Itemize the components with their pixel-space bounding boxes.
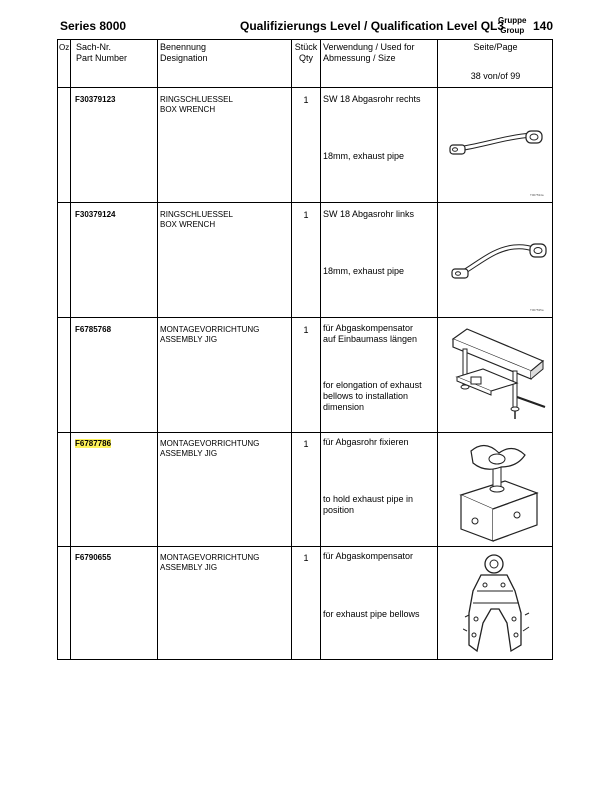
usage-en: to hold exhaust pipe in position	[323, 494, 414, 515]
designation-de: MONTAGEVORRICHTUNG	[160, 439, 260, 448]
quantity: 1	[303, 95, 309, 105]
quantity: 1	[303, 553, 309, 563]
group-label-en: Group	[500, 26, 525, 35]
elongation-jig-figure	[443, 325, 549, 422]
row-divider	[57, 317, 553, 318]
part-number: F6790655	[75, 553, 112, 562]
usage-en: for exhaust pipe bellows	[323, 609, 420, 619]
series-title: Series 8000	[60, 19, 127, 33]
designation	[160, 210, 233, 230]
col-header-qty	[292, 42, 320, 64]
col-divider	[70, 39, 71, 660]
part-number: F30379124	[75, 210, 116, 219]
col-header-designation	[160, 42, 208, 64]
group-label-de: Gruppe	[498, 16, 527, 25]
row-divider	[57, 432, 553, 433]
designation	[160, 439, 259, 459]
group-label	[498, 16, 526, 36]
box-wrench-right-figure	[444, 125, 549, 167]
col-divider	[157, 39, 158, 660]
designation-en: ASSEMBLY JIG	[160, 335, 218, 344]
part-number: F30379123	[75, 95, 116, 104]
designation	[160, 325, 259, 345]
col-header-oz: Oz	[59, 43, 70, 52]
box-wrench-left-figure	[444, 235, 549, 285]
usage-de: für Abgasrohr fixieren	[323, 437, 409, 447]
usage-de: SW 18 Abgasrohr rechts	[323, 94, 421, 104]
usage-de: für Abgaskompensator auf Einbaumass längen	[323, 323, 418, 344]
col-header-page: Seite/Page	[473, 42, 518, 52]
usage-de: SW 18 Abgasrohr links	[323, 209, 415, 219]
col-divider	[320, 39, 321, 660]
col-header-part-number	[76, 42, 127, 64]
col-divider	[291, 39, 292, 660]
col-header-usage-de: Verwendung / Used for	[323, 42, 415, 52]
designation	[160, 553, 259, 573]
page-counter: 38 von/of 99	[470, 71, 521, 81]
usage-en: 18mm, exhaust pipe	[323, 266, 405, 276]
col-header-designation-de: Benennung	[160, 42, 207, 52]
designation-de: MONTAGEVORRICHTUNG	[160, 553, 260, 562]
row-divider	[57, 87, 553, 88]
designation-en: ASSEMBLY JIG	[160, 563, 218, 572]
quantity: 1	[303, 210, 309, 220]
designation	[160, 95, 233, 115]
part-number: F6785768	[75, 325, 112, 334]
col-header-part-number-en: Part Number	[76, 53, 128, 63]
col-divider	[437, 39, 438, 660]
bellows-jig-figure	[463, 551, 533, 657]
usage-en: for elongation of exhaust bellows to installation dimension	[323, 380, 422, 412]
usage-de: für Abgaskompensator	[323, 551, 414, 561]
image-code: T007534a	[530, 193, 544, 197]
designation-en: BOX WRENCH	[160, 105, 216, 114]
designation-de: RINGSCHLUESSEL	[160, 95, 233, 104]
usage-en: 18mm, exhaust pipe	[323, 151, 405, 161]
col-header-usage-en: Abmessung / Size	[323, 53, 396, 63]
image-code: T007535a	[530, 308, 544, 312]
designation-de: MONTAGEVORRICHTUNG	[160, 325, 260, 334]
col-header-designation-en: Designation	[160, 53, 208, 63]
row-divider	[57, 202, 553, 203]
col-header-part-number-de: Sach-Nr.	[76, 42, 112, 52]
part-number	[75, 439, 111, 449]
col-header-qty-en: Qty	[298, 53, 313, 63]
quantity: 1	[303, 325, 309, 335]
part-number-highlight: F6787786	[75, 439, 112, 448]
qualification-level: Qualifizierungs Level / Qualification Level QL3	[240, 19, 505, 33]
designation-en: ASSEMBLY JIG	[160, 449, 218, 458]
group-number: 140	[533, 19, 554, 33]
quantity: 1	[303, 439, 309, 449]
col-header-usage	[323, 42, 415, 64]
designation-en: BOX WRENCH	[160, 220, 216, 229]
pipe-holding-jig-figure	[455, 437, 541, 542]
designation-de: RINGSCHLUESSEL	[160, 210, 233, 219]
col-header-qty-de: Stück	[294, 42, 318, 52]
row-divider	[57, 546, 553, 547]
